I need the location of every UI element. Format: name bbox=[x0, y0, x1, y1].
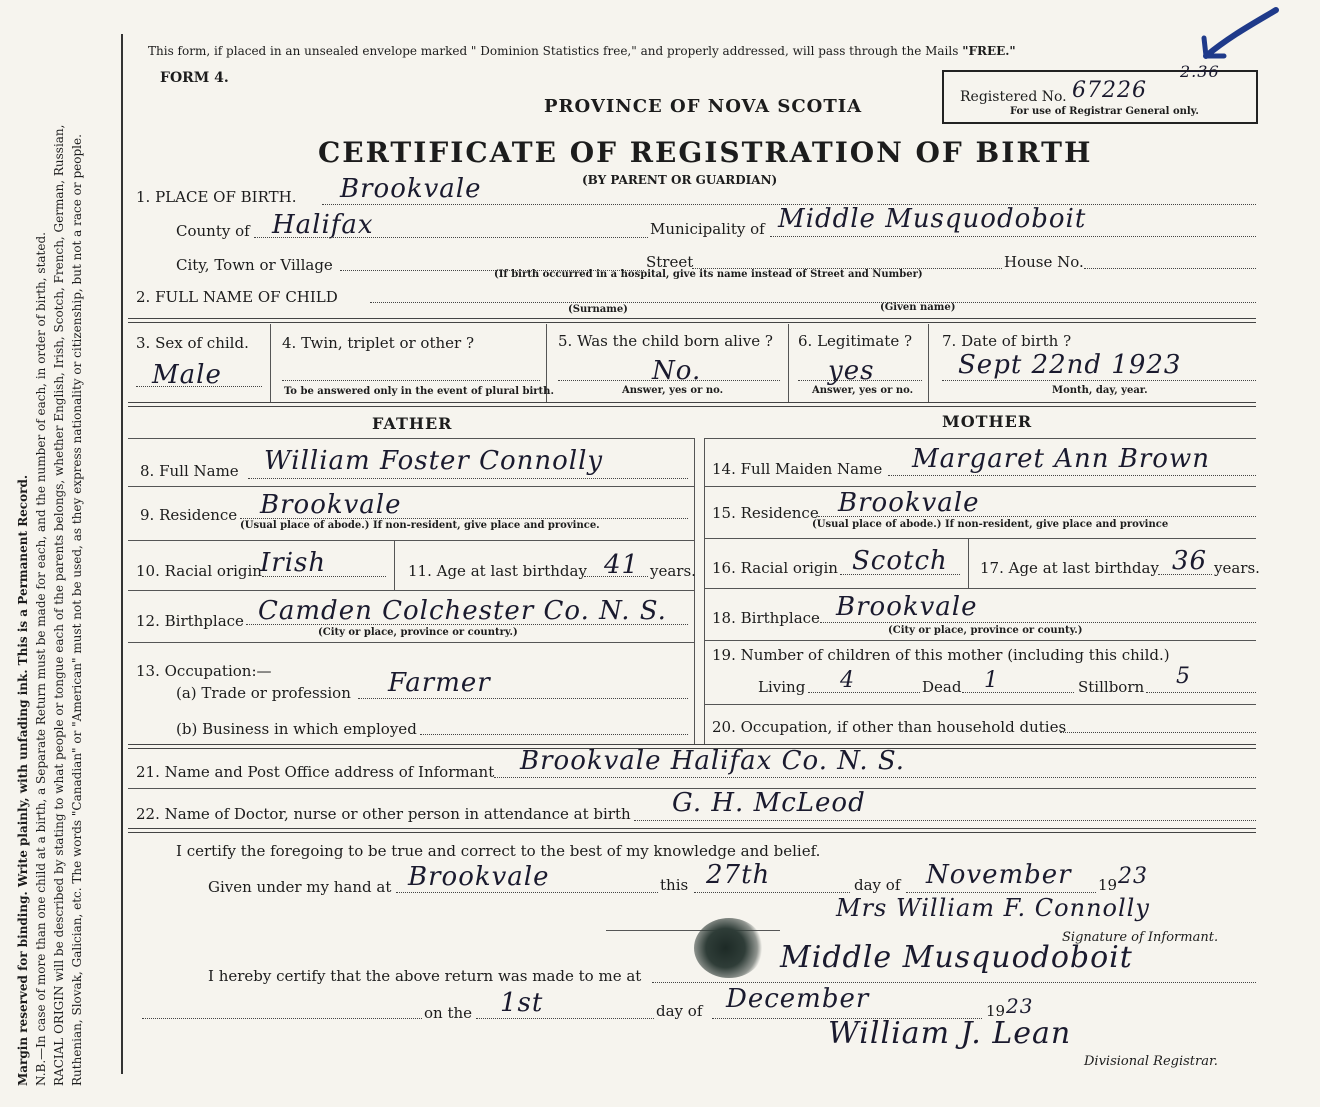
born-alive-label: 5. Was the child born alive ? bbox=[558, 332, 773, 350]
mother-name-label: 14. Full Maiden Name bbox=[712, 460, 883, 478]
father-age-label: 11. Age at last birthday bbox=[408, 562, 587, 580]
mother-race-label: 16. Racial origin bbox=[712, 559, 838, 577]
mother-occupation-line bbox=[1060, 732, 1256, 733]
on-the-label: on the bbox=[424, 1004, 473, 1022]
county-label: County of bbox=[176, 222, 250, 240]
day-line bbox=[694, 892, 850, 893]
ink-blot bbox=[694, 918, 764, 978]
registered-label: Registered No. bbox=[960, 89, 1067, 105]
county-line bbox=[254, 237, 648, 238]
mother-age-label: 17. Age at last birthday bbox=[980, 559, 1159, 577]
informant-label: 21. Name and Post Office address of Informant bbox=[136, 763, 495, 781]
child-name-line bbox=[370, 302, 1256, 303]
registrar-year-value: 23 bbox=[1006, 994, 1034, 1018]
mother-residence-label: 15. Residence bbox=[712, 504, 819, 522]
dob-label: 7. Date of birth ? bbox=[942, 332, 1072, 350]
day-of-label: day of bbox=[854, 876, 901, 894]
mother-rule-4 bbox=[704, 640, 1256, 641]
registrar-caption: Divisional Registrar. bbox=[1084, 1054, 1218, 1069]
father-trade-value: Farmer bbox=[388, 668, 491, 698]
sex-label: 3. Sex of child. bbox=[136, 334, 249, 352]
father-race-value: Irish bbox=[260, 548, 327, 578]
postal-note-free: "FREE." bbox=[962, 44, 1016, 58]
father-rule-1 bbox=[128, 486, 694, 487]
father-birthplace-line bbox=[246, 624, 688, 625]
section-divider-2 bbox=[128, 402, 1256, 407]
municipality-line bbox=[770, 236, 1256, 237]
informant-signature-caption: Signature of Informant. bbox=[1062, 930, 1219, 945]
father-age-value: 41 bbox=[604, 550, 640, 580]
place-of-birth-label: 1. PLACE OF BIRTH. bbox=[136, 188, 297, 206]
mother-race-value: Scotch bbox=[852, 546, 948, 576]
father-trade-line bbox=[358, 698, 688, 699]
father-name-line bbox=[248, 478, 688, 479]
living-value: 4 bbox=[840, 668, 855, 693]
mother-children-label: 19. Number of children of this mother (including this child.) bbox=[712, 646, 1170, 664]
father-residence-value: Brookvale bbox=[260, 490, 402, 520]
father-business-line bbox=[420, 734, 688, 735]
given-under-label: Given under my hand at bbox=[208, 878, 392, 896]
twin-label: 4. Twin, triplet or other ? bbox=[282, 334, 474, 352]
father-name-value: William Foster Connolly bbox=[264, 446, 604, 476]
given-place-line bbox=[396, 892, 658, 893]
dob-note: Month, day, year. bbox=[1052, 385, 1148, 396]
postal-note bbox=[148, 44, 1016, 58]
father-age-unit: years. bbox=[650, 562, 696, 580]
mother-residence-note: (Usual place of abode.) If non-resident, give place and province bbox=[812, 519, 1169, 530]
mother-name-value: Margaret Ann Brown bbox=[912, 444, 1210, 474]
mother-occupation-label: 20. Occupation, if other than household duties bbox=[712, 718, 1067, 736]
col-divider-a bbox=[270, 324, 271, 402]
informant-value: Brookvale Halifax Co. N. S. bbox=[520, 746, 905, 776]
margin-note-4: Ruthenian, Slovak, Galician, etc. The words "Canadian" or "American" must not be used, as they express nationality or citizenship, but not a race or people. bbox=[70, 134, 84, 1086]
father-rule-3 bbox=[128, 590, 694, 591]
municipality-value: Middle Musquodoboit bbox=[778, 204, 1087, 234]
mother-birthplace-label: 18. Birthplace bbox=[712, 609, 820, 627]
this-label: this bbox=[660, 876, 689, 894]
col-divider-c bbox=[788, 324, 789, 402]
registrar-statement: I hereby certify that the above return was made to me at bbox=[208, 967, 642, 985]
margin-notes bbox=[14, 66, 86, 1086]
mother-race-line bbox=[840, 574, 960, 575]
certify-statement: I certify the foregoing to be true and correct to the best of my knowledge and belief. bbox=[176, 842, 821, 860]
mother-age-line bbox=[1158, 574, 1212, 575]
father-race-line bbox=[262, 576, 386, 577]
father-trade-label: (a) Trade or profession bbox=[176, 684, 351, 702]
registrar-lead-line bbox=[142, 1018, 422, 1019]
father-heading-rule bbox=[128, 438, 694, 439]
registrar-place-value: Middle Musquodoboit bbox=[780, 940, 1133, 975]
father-residence-note: (Usual place of abode.) If non-resident, give place and province. bbox=[240, 520, 600, 531]
given-place-value: Brookvale bbox=[408, 862, 550, 892]
certificate-title: CERTIFICATE OF REGISTRATION OF BIRTH bbox=[318, 136, 1093, 169]
city-label: City, Town or Village bbox=[176, 256, 333, 274]
registrar-month-value: December bbox=[726, 984, 870, 1014]
father-race-label: 10. Racial origin bbox=[136, 562, 262, 580]
county-value: Halifax bbox=[272, 210, 374, 240]
surname-note: (Surname) bbox=[568, 304, 628, 315]
mother-rule-3 bbox=[704, 588, 1256, 589]
child-name-label: 2. FULL NAME OF CHILD bbox=[136, 288, 338, 306]
binding-margin-line bbox=[121, 34, 123, 1074]
doctor-line bbox=[634, 820, 1256, 821]
born-alive-note: Answer, yes or no. bbox=[622, 385, 724, 396]
twin-line bbox=[282, 380, 540, 381]
legitimate-value: yes bbox=[828, 356, 875, 386]
margin-note-1: Margin reserved for binding. Write plainly, with unfading ink. This is a Permanent Record. bbox=[16, 474, 30, 1086]
postal-note-text: This form, if placed in an unsealed envelope marked " Dominion Statistics free," and properly addressed, will pass through the Mails bbox=[148, 44, 963, 58]
father-residence-line bbox=[240, 518, 688, 519]
year-value: 23 bbox=[1118, 864, 1148, 889]
form-number: FORM 4. bbox=[160, 70, 229, 86]
year-prefix: 19 bbox=[1098, 876, 1118, 894]
father-heading: FATHER bbox=[372, 414, 453, 433]
section-divider-1 bbox=[128, 318, 1256, 323]
sex-line bbox=[136, 386, 262, 387]
mother-residence-value: Brookvale bbox=[838, 488, 980, 518]
street-label: Street bbox=[646, 253, 694, 271]
place-of-birth-value: Brookvale bbox=[340, 174, 482, 204]
registrar-day-line bbox=[476, 1018, 654, 1019]
mother-race-age-divider bbox=[968, 538, 969, 588]
father-age-line bbox=[584, 576, 648, 577]
mother-rule-5 bbox=[704, 704, 1256, 705]
doctor-value: G. H. McLeod bbox=[672, 788, 866, 818]
parents-divider-right bbox=[704, 438, 705, 744]
check-mark-icon bbox=[1196, 6, 1286, 66]
margin-note-3: RACIAL ORIGIN will be described by stating to what people or tongue each of the parents belongs, whether English, Irish, Scotch, French, German, Russian, bbox=[52, 124, 66, 1086]
certificate-subtitle: (BY PARENT OR GUARDIAN) bbox=[582, 173, 778, 187]
father-business-label: (b) Business in which employed bbox=[176, 720, 417, 738]
mother-birthplace-value: Brookvale bbox=[836, 592, 978, 622]
dead-line bbox=[962, 692, 1074, 693]
month-line bbox=[906, 892, 1096, 893]
registrar-day-of-label: day of bbox=[656, 1002, 703, 1020]
municipality-label: Municipality of bbox=[650, 220, 765, 238]
mother-rule-2 bbox=[704, 538, 1256, 539]
doctor-label: 22. Name of Doctor, nurse or other person in attendance at birth bbox=[136, 805, 631, 823]
stillborn-line bbox=[1146, 692, 1256, 693]
dead-value: 1 bbox=[984, 668, 999, 693]
given-name-note: (Given name) bbox=[880, 302, 956, 313]
legitimate-label: 6. Legitimate ? bbox=[798, 332, 913, 350]
sex-value: Male bbox=[152, 360, 222, 390]
twin-note: To be answered only in the event of plural birth. bbox=[284, 386, 554, 397]
province-heading: PROVINCE OF NOVA SCOTIA bbox=[544, 96, 863, 117]
mother-birthplace-note: (City or place, province or county.) bbox=[888, 625, 1083, 636]
margin-note-2: N.B.—In case of more than one child at a birth, a Separate Return must be made for each, and the number of each, in order of birth, stated. bbox=[34, 232, 48, 1086]
father-rule-4 bbox=[128, 642, 694, 643]
dead-label: Dead bbox=[922, 678, 962, 696]
father-name-label: 8. Full Name bbox=[140, 462, 239, 480]
father-birthplace-value: Camden Colchester Co. N. S. bbox=[258, 596, 667, 626]
legitimate-note: Answer, yes or no. bbox=[812, 385, 914, 396]
mother-name-line bbox=[888, 475, 1256, 476]
mother-age-unit: years. bbox=[1214, 559, 1260, 577]
col-divider-d bbox=[928, 324, 929, 402]
registered-struck-number: 2.36 bbox=[1180, 62, 1220, 81]
day-value: 27th bbox=[706, 860, 771, 890]
dob-value: Sept 22nd 1923 bbox=[958, 350, 1182, 380]
born-alive-value: No. bbox=[652, 356, 702, 386]
hospital-note: (If birth occurred in a hospital, give its name instead of Street and Number) bbox=[494, 269, 923, 280]
mother-birthplace-line bbox=[820, 622, 1256, 623]
informant-signature: Mrs William F. Connolly bbox=[836, 894, 1150, 922]
father-birthplace-label: 12. Birthplace bbox=[136, 612, 244, 630]
mother-heading: MOTHER bbox=[942, 412, 1033, 431]
father-birthplace-note: (City or place, province or country.) bbox=[318, 627, 518, 638]
informant-line bbox=[494, 777, 1256, 778]
registrar-only-note: For use of Registrar General only. bbox=[1010, 106, 1199, 117]
registrar-day-value: 1st bbox=[500, 988, 544, 1018]
father-residence-label: 9. Residence bbox=[140, 506, 238, 524]
stillborn-label: Stillborn bbox=[1078, 678, 1145, 696]
born-alive-line bbox=[558, 380, 780, 381]
registrar-year-prefix: 19 bbox=[986, 1002, 1006, 1020]
mother-heading-rule bbox=[704, 438, 1256, 439]
section-divider-4 bbox=[128, 828, 1256, 833]
legitimate-line bbox=[798, 380, 922, 381]
father-occupation-label: 13. Occupation:— bbox=[136, 662, 272, 680]
mother-rule-1 bbox=[704, 486, 1256, 487]
living-line bbox=[808, 692, 920, 693]
month-value: November bbox=[926, 860, 1072, 890]
father-rule-2 bbox=[128, 540, 694, 541]
stillborn-value: 5 bbox=[1176, 664, 1191, 689]
mother-residence-line bbox=[818, 516, 1256, 517]
father-race-age-divider bbox=[394, 540, 395, 590]
registrar-signature: William J. Lean bbox=[828, 1016, 1072, 1051]
house-label: House No. bbox=[1004, 253, 1084, 271]
registered-number: 67226 bbox=[1072, 78, 1147, 103]
registrar-place-line bbox=[652, 982, 1256, 983]
house-line bbox=[1084, 268, 1256, 269]
dob-line bbox=[942, 380, 1256, 381]
living-label: Living bbox=[758, 678, 806, 696]
parents-divider-left bbox=[694, 438, 695, 744]
mother-age-value: 36 bbox=[1172, 546, 1208, 576]
